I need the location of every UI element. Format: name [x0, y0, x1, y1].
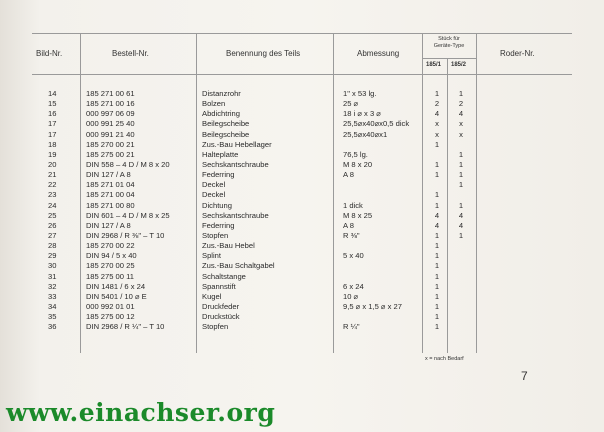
bestell-nr-cell: 185 271 00 80	[86, 200, 135, 210]
header-stueck-line2: Geräte-Type	[433, 43, 465, 49]
table-row	[0, 221, 604, 231]
bild-nr-cell: 27	[48, 230, 57, 240]
abmessung-cell: 5 x 40	[343, 251, 364, 261]
benennung-cell: Schaltstange	[202, 271, 246, 281]
qty-185-1-cell: 1	[434, 89, 440, 98]
qty-185-2-cell: 1	[458, 200, 464, 210]
benennung-cell: Sechskantschraube	[202, 210, 269, 220]
qty-185-1-cell: 4	[434, 220, 440, 230]
benennung-cell: Splint	[202, 251, 221, 261]
bestell-nr-cell: DIN 5401 / 10 ⌀ E	[86, 291, 147, 301]
parts-table-body	[0, 89, 604, 332]
bild-nr-cell: 20	[48, 159, 57, 169]
benennung-cell: Zus.-Bau Hebellager	[202, 139, 272, 149]
abmessung-cell: 18 i ⌀ x 3 ⌀	[343, 109, 381, 119]
table-row	[0, 89, 604, 99]
benennung-cell: Stopfen	[202, 322, 229, 332]
table-row	[0, 180, 604, 190]
bestell-nr-cell: DIN 601 – 4 D / M 8 x 25	[86, 210, 170, 220]
bestell-nr-cell: 185 275 00 21	[86, 149, 135, 159]
bild-nr-cell: 15	[48, 99, 57, 109]
qty-185-1-cell: 1	[434, 230, 440, 240]
bild-nr-cell: 32	[48, 281, 57, 291]
qty-185-1-cell: x	[435, 119, 439, 129]
bestell-nr-cell: 185 271 00 61	[86, 89, 135, 98]
qty-185-2-cell: 1	[458, 89, 464, 98]
qty-185-1-cell: 4	[434, 109, 440, 119]
bestell-nr-cell: DIN 127 / A 8	[86, 220, 131, 230]
stueck-subheader-divider	[422, 58, 476, 59]
bild-nr-cell: 21	[48, 170, 57, 180]
qty-185-1-cell: x	[435, 129, 439, 139]
abmessung-cell: 76,5 lg.	[343, 149, 368, 159]
qty-185-2-cell: 1	[458, 230, 464, 240]
header-stueck-line1: Stück für	[438, 36, 460, 42]
qty-185-1-cell: 1	[434, 251, 440, 261]
bestell-nr-cell: DIN 1481 / 6 x 24	[86, 281, 146, 291]
benennung-cell: Druckfeder	[202, 301, 240, 311]
qty-185-2-cell: 1	[458, 170, 464, 180]
table-row	[0, 211, 604, 221]
table-row	[0, 160, 604, 170]
qty-185-2-cell: x	[459, 119, 463, 129]
header-roder-nr: Roder-Nr.	[500, 49, 535, 58]
benennung-cell: Kugel	[202, 291, 222, 301]
qty-185-1-cell: 1	[434, 322, 440, 332]
benennung-cell: Druckstück	[202, 312, 240, 322]
table-header-bottom-border	[32, 74, 572, 75]
qty-185-1-cell: 4	[434, 210, 440, 220]
abmessung-cell: 1" x 53 lg.	[343, 89, 377, 98]
qty-185-2-cell: x	[459, 129, 463, 139]
abmessung-cell: A 8	[343, 220, 354, 230]
bestell-nr-cell: 185 275 00 11	[86, 271, 134, 281]
table-row	[0, 241, 604, 251]
header-type-185-2: 185/2	[451, 62, 467, 68]
benennung-cell: Deckel	[202, 190, 226, 200]
benennung-cell: Beilegscheibe	[202, 129, 250, 139]
abmessung-cell: 9,5 ⌀ x 1,5 ⌀ x 27	[343, 301, 402, 311]
benennung-cell: Zus.-Bau Hebel	[202, 241, 255, 251]
table-row	[0, 272, 604, 282]
qty-185-1-cell: 1	[434, 190, 440, 200]
abmessung-cell: M 8 x 20	[343, 159, 373, 169]
abmessung-cell: R ¼"	[343, 322, 360, 332]
table-row	[0, 119, 604, 129]
table-row	[0, 322, 604, 332]
table-row	[0, 201, 604, 211]
qty-185-2-cell: 4	[458, 109, 464, 119]
abmessung-cell: A 8	[343, 170, 354, 180]
bild-nr-cell: 31	[48, 271, 57, 281]
benennung-cell: Stopfen	[202, 230, 229, 240]
qty-185-2-cell: 4	[458, 210, 464, 220]
bild-nr-cell: 33	[48, 291, 57, 301]
table-row	[0, 130, 604, 140]
bestell-nr-cell: DIN 94 / 5 x 40	[86, 251, 137, 261]
bestell-nr-cell: 185 271 01 04	[86, 180, 135, 190]
table-row	[0, 302, 604, 312]
bestell-nr-cell: 185 270 00 25	[86, 261, 135, 271]
abmessung-cell: 6 x 24	[343, 281, 364, 291]
bestell-nr-cell: 000 991 21 40	[86, 129, 135, 139]
abmessung-cell: 10 ⌀	[343, 291, 359, 301]
bild-nr-cell: 22	[48, 180, 57, 190]
table-row	[0, 231, 604, 241]
benennung-cell: Federring	[202, 220, 235, 230]
qty-185-1-cell: 1	[434, 200, 440, 210]
qty-185-1-cell: 1	[434, 159, 440, 169]
bild-nr-cell: 24	[48, 200, 57, 210]
bild-nr-cell: 28	[48, 241, 57, 251]
benennung-cell: Bolzen	[202, 99, 226, 109]
abmessung-cell: 1 dick	[343, 200, 363, 210]
bestell-nr-cell: 185 270 00 22	[86, 241, 135, 251]
qty-185-1-cell: 1	[434, 271, 440, 281]
qty-185-1-cell: 1	[434, 170, 440, 180]
benennung-cell: Spannstift	[202, 281, 236, 291]
abmessung-cell: 25,5⌀x40⌀x0,5 dick	[343, 119, 410, 129]
header-bestell-nr: Bestell-Nr.	[112, 49, 149, 58]
abmessung-cell: M 8 x 25	[343, 210, 373, 220]
abmessung-cell: 25,5⌀x40⌀x1	[343, 129, 388, 139]
footnote: x = nach Bedarf	[425, 356, 464, 362]
benennung-cell: Sechskantschraube	[202, 159, 269, 169]
bestell-nr-cell: DIN 558 – 4 D / M 8 x 20	[86, 159, 170, 169]
benennung-cell: Beilegscheibe	[202, 119, 250, 129]
bild-nr-cell: 26	[48, 220, 57, 230]
bestell-nr-cell: 000 992 01 01	[86, 301, 135, 311]
bild-nr-cell: 19	[48, 149, 57, 159]
bild-nr-cell: 16	[48, 109, 57, 119]
qty-185-1-cell: 1	[434, 281, 440, 291]
bestell-nr-cell: DIN 127 / A 8	[86, 170, 131, 180]
bestell-nr-cell: DIN 2968 / R ¼" – T 10	[86, 322, 165, 332]
qty-185-1-cell: 1	[434, 301, 440, 311]
bild-nr-cell: 35	[48, 312, 57, 322]
qty-185-1-cell: 1	[434, 241, 440, 251]
header-benennung: Benennung des Teils	[226, 49, 301, 58]
bild-nr-cell: 23	[48, 190, 57, 200]
bild-nr-cell: 34	[48, 301, 57, 311]
qty-185-2-cell: 1	[458, 180, 464, 190]
bild-nr-cell: 25	[48, 210, 57, 220]
table-row	[0, 170, 604, 180]
benennung-cell: Deckel	[202, 180, 226, 190]
table-row	[0, 140, 604, 150]
table-row	[0, 190, 604, 200]
bild-nr-cell: 29	[48, 251, 57, 261]
bestell-nr-cell: 185 271 00 04	[86, 190, 135, 200]
table-row	[0, 292, 604, 302]
page-number: 7	[521, 369, 528, 383]
table-row	[0, 99, 604, 109]
table-row	[0, 109, 604, 119]
qty-185-2-cell: 4	[458, 220, 464, 230]
qty-185-1-cell: 2	[434, 99, 440, 109]
bestell-nr-cell: 185 270 00 21	[86, 139, 135, 149]
table-row	[0, 261, 604, 271]
qty-185-2-cell: 1	[458, 159, 464, 169]
header-type-185-1: 185/1	[426, 62, 442, 68]
benennung-cell: Federring	[202, 170, 235, 180]
qty-185-1-cell: 1	[434, 261, 440, 271]
abmessung-cell: 25 ⌀	[343, 99, 359, 109]
header-abmessung: Abmessung	[357, 49, 400, 58]
benennung-cell: Halteplatte	[202, 149, 239, 159]
benennung-cell: Zus.-Bau Schaltgabel	[202, 261, 275, 271]
bestell-nr-cell: 000 991 25 40	[86, 119, 135, 129]
bestell-nr-cell: DIN 2968 / R ⅜" – T 10	[86, 230, 165, 240]
qty-185-1-cell: 1	[434, 291, 440, 301]
table-row	[0, 251, 604, 261]
benennung-cell: Abdichtring	[202, 109, 240, 119]
bestell-nr-cell: 185 271 00 16	[86, 99, 135, 109]
qty-185-2-cell: 2	[458, 99, 464, 109]
table-row	[0, 150, 604, 160]
abmessung-cell: R ⅜"	[343, 230, 360, 240]
bild-nr-cell: 14	[48, 89, 57, 98]
qty-185-2-cell: 1	[458, 149, 464, 159]
qty-185-1-cell: 1	[434, 139, 440, 149]
header-bild-nr: Bild-Nr.	[36, 49, 63, 58]
bild-nr-cell: 17	[48, 119, 57, 129]
bild-nr-cell: 18	[48, 139, 57, 149]
table-row	[0, 312, 604, 322]
bild-nr-cell: 30	[48, 261, 57, 271]
table-row	[0, 282, 604, 292]
bestell-nr-cell: 000 997 06 09	[86, 109, 135, 119]
table-top-border	[32, 33, 572, 34]
bild-nr-cell: 17	[48, 129, 57, 139]
qty-185-1-cell: 1	[434, 312, 440, 322]
benennung-cell: Distanzrohr	[202, 89, 241, 98]
benennung-cell: Dichtung	[202, 200, 232, 210]
bestell-nr-cell: 185 275 00 12	[86, 312, 135, 322]
bild-nr-cell: 36	[48, 322, 57, 332]
watermark: www.einachser.org	[6, 398, 276, 427]
